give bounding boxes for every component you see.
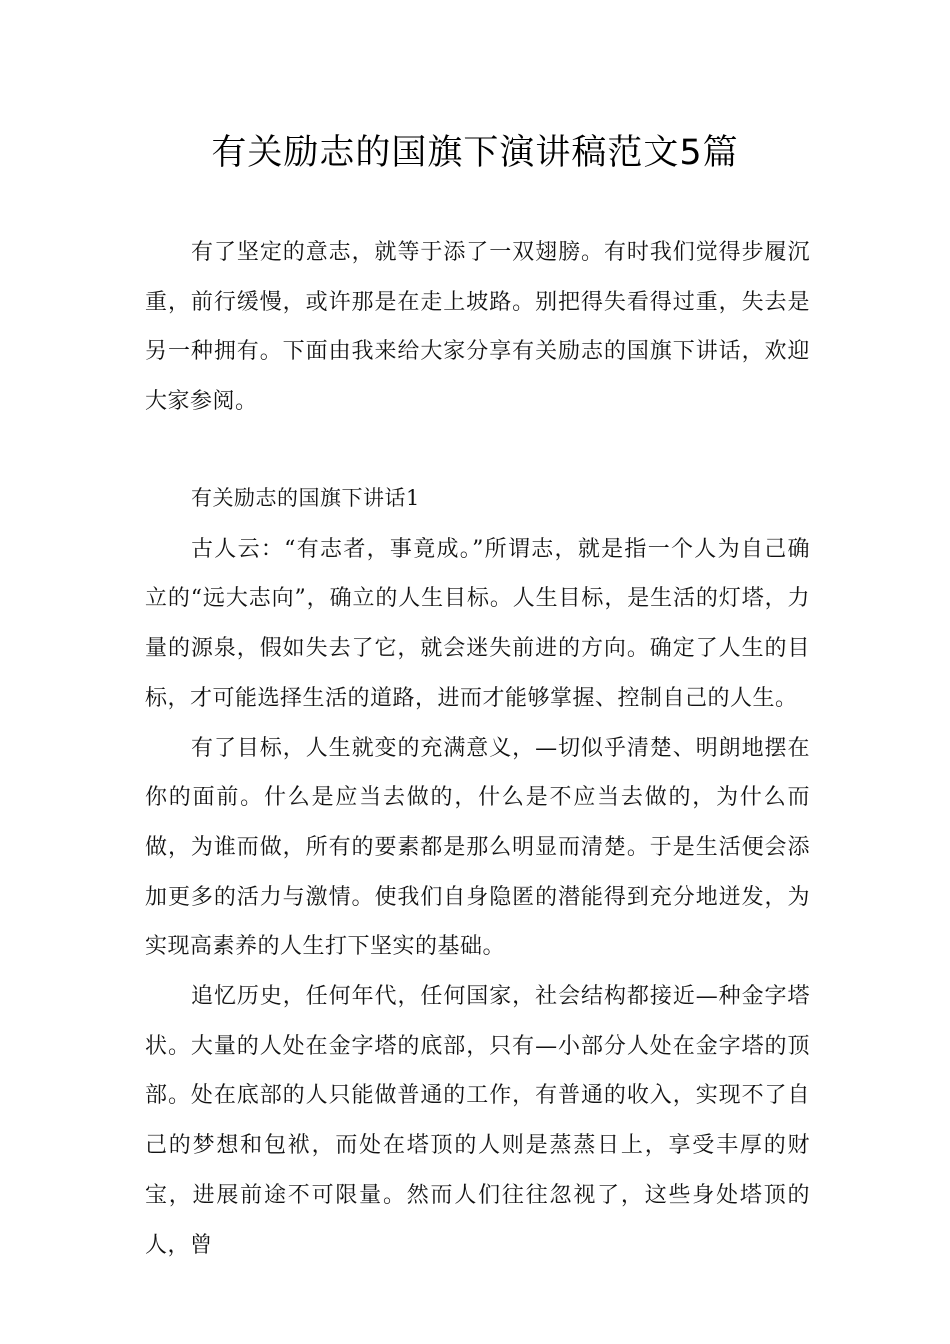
section-1 [145,474,810,1270]
intro-block [145,228,810,427]
intro-paragraph: 有了坚定的意志，就等于添了一双翅膀。有时我们觉得步履沉重，前行缓慢，或许那是在走上坡路。别把得失看得过重，失去是另一种拥有。下面由我来给大家分享有关励志的国旗下讲话，欢迎大家参阅。 [145,240,810,415]
page-title: 有关励志的国旗下演讲稿范文5篇 [211,133,739,173]
body-paragraph: 追忆历史，任何年代，任何国家，社会结构都接近—种金字塔状。大量的人处在金字塔的底部，只有—小部分人处在金字塔的顶部。处在底部的人只能做普通的工作，有普通的收入，实现不了自己的梦想和包袱，而处在塔顶的人则是蒸蒸日上，享受丰厚的财宝，进展前途不可限量。然而人们往往忽视了，这些身处塔顶的人，曾 [145,984,810,1258]
section-heading: 有关励志的国旗下讲话1 [191,486,420,510]
body-paragraph: 古人云：“有志者，事竟成。”所谓志，就是指一个人为自己确立的“远大志向”，确立的人生目标。人生目标，是生活的灯塔，力量的源泉，假如失去了它，就会迷失前进的方向。确定了人生的目标，才可能选择生活的道路，进而才能够掌握、控制自己的人生。 [145,536,810,711]
body-paragraph: 有了目标，人生就变的充满意义，—切似乎清楚、明朗地摆在你的面前。什么是应当去做的，什么是不应当去做的，为什么而做，为谁而做，所有的要素都是那么明显而清楚。于是生活便会添加更多的活力与激情。使我们自身隐匿的潜能得到充分地迸发，为实现高素养的人生打下坚实的基础。 [145,735,810,960]
